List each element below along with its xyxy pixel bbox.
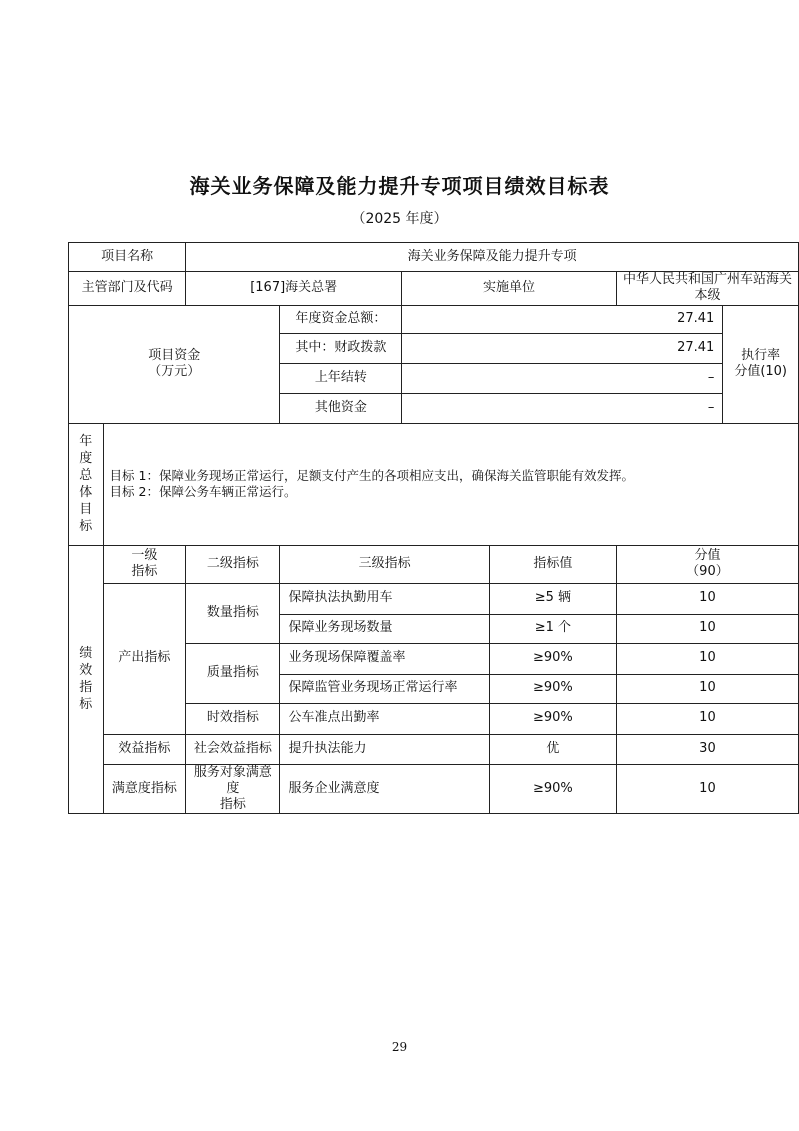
execution-rate-score <box>723 305 799 423</box>
funds-carry-value: – <box>402 363 723 393</box>
goal-label-char: 标 <box>79 519 93 534</box>
unit-label: 实施单位 <box>402 272 617 306</box>
goal-label-char: 体 <box>79 485 93 500</box>
header-score <box>616 545 798 583</box>
indicator-value: ≥90% <box>489 643 616 674</box>
project-name-value: 海关业务保障及能力提升专项 <box>186 243 799 272</box>
unit-value: 中华人民共和国广州车站海关本级 <box>616 272 798 306</box>
indicator-value: ≥90% <box>489 674 616 703</box>
indicator-value: ≥90% <box>489 764 616 814</box>
header-level1-line2: 指标 <box>131 564 158 579</box>
quality-indicator: 质量指标 <box>186 643 280 703</box>
header-score-line2: （90） <box>686 564 729 579</box>
service-satisfaction-indicator <box>186 764 280 814</box>
goal-label-char: 度 <box>79 451 93 466</box>
header-level1-line1: 一级 <box>131 547 158 563</box>
indicator-value: ≥90% <box>489 703 616 734</box>
indicator-score: 10 <box>616 764 798 814</box>
goal-label-char: 总 <box>79 468 93 483</box>
service-satisfaction-line1: 服务对象满意度 <box>193 764 272 796</box>
page-subtitle: （2025 年度） <box>351 211 448 227</box>
execution-rate-line1: 执行率 <box>741 347 781 363</box>
indicator-score: 10 <box>616 643 798 674</box>
quantity-indicator: 数量指标 <box>186 583 280 643</box>
indicator-name: 服务企业满意度 <box>280 764 489 814</box>
header-level1 <box>103 545 186 583</box>
indicator-name: 公车准点出勤率 <box>280 703 489 734</box>
section-label-char: 标 <box>79 697 93 713</box>
annual-goals-label <box>69 423 104 545</box>
indicator-score: 10 <box>616 674 798 703</box>
indicators-section-label <box>69 545 104 814</box>
goal-label-char: 年 <box>79 434 93 449</box>
indicator-name: 保障监管业务现场正常运行率 <box>280 674 489 703</box>
funds-carry-label: 上年结转 <box>280 363 402 393</box>
indicator-score: 10 <box>616 583 798 614</box>
funds-label-line1: 项目资金 <box>148 347 201 363</box>
project-name-label: 项目名称 <box>69 243 186 272</box>
funds-total-value: 27.41 <box>402 305 723 333</box>
section-label-char: 效 <box>79 663 93 679</box>
funds-fiscal-label: 其中：财政拨款 <box>280 333 402 363</box>
funds-total-label: 年度资金总额： <box>280 305 402 333</box>
satisfaction-indicator: 满意度指标 <box>103 764 186 814</box>
funds-fiscal-value: 27.41 <box>402 333 723 363</box>
indicator-value: ≥1 个 <box>489 614 616 643</box>
goal-label-char: 目 <box>79 502 93 517</box>
performance-table <box>68 242 799 814</box>
indicator-name: 提升执法能力 <box>280 734 489 764</box>
header-value: 指标值 <box>489 545 616 583</box>
indicator-name: 保障业务现场数量 <box>280 614 489 643</box>
indicator-score: 10 <box>616 614 798 643</box>
indicator-score: 30 <box>616 734 798 764</box>
output-indicator: 产出指标 <box>103 583 186 734</box>
indicator-score: 10 <box>616 703 798 734</box>
indicator-name: 业务现场保障覆盖率 <box>280 643 489 674</box>
dept-label: 主管部门及代码 <box>69 272 186 306</box>
indicator-value: 优 <box>489 734 616 764</box>
indicator-value: ≥5 辆 <box>489 583 616 614</box>
dept-value: [167]海关总署 <box>186 272 402 306</box>
funds-label <box>69 305 280 423</box>
funds-other-value: – <box>402 393 723 423</box>
annual-goals-text <box>103 423 798 545</box>
page-number: 29 <box>391 1040 408 1054</box>
funds-label-line2: （万元） <box>148 364 201 379</box>
service-satisfaction-line2: 指标 <box>219 797 246 812</box>
header-level3: 三级指标 <box>280 545 489 583</box>
indicator-name: 保障执法执勤用车 <box>280 583 489 614</box>
benefit-indicator: 效益指标 <box>103 734 186 764</box>
section-label-char: 指 <box>79 680 93 696</box>
execution-rate-line2: 分值(10) <box>734 364 787 379</box>
social-benefit-indicator: 社会效益指标 <box>186 734 280 764</box>
funds-other-label: 其他资金 <box>280 393 402 423</box>
goal-2: 目标 2：保障公务车辆正常运行。 <box>109 484 297 499</box>
goal-1: 目标 1：保障业务现场正常运行，足额支付产生的各项相应支出，确保海关监管职能有效发挥。 <box>109 468 634 484</box>
timeliness-indicator: 时效指标 <box>186 703 280 734</box>
page-title: 海关业务保障及能力提升专项项目绩效目标表 <box>189 174 610 198</box>
section-label-char: 绩 <box>79 646 93 662</box>
header-level2: 二级指标 <box>186 545 280 583</box>
header-score-line1: 分值 <box>694 547 721 563</box>
